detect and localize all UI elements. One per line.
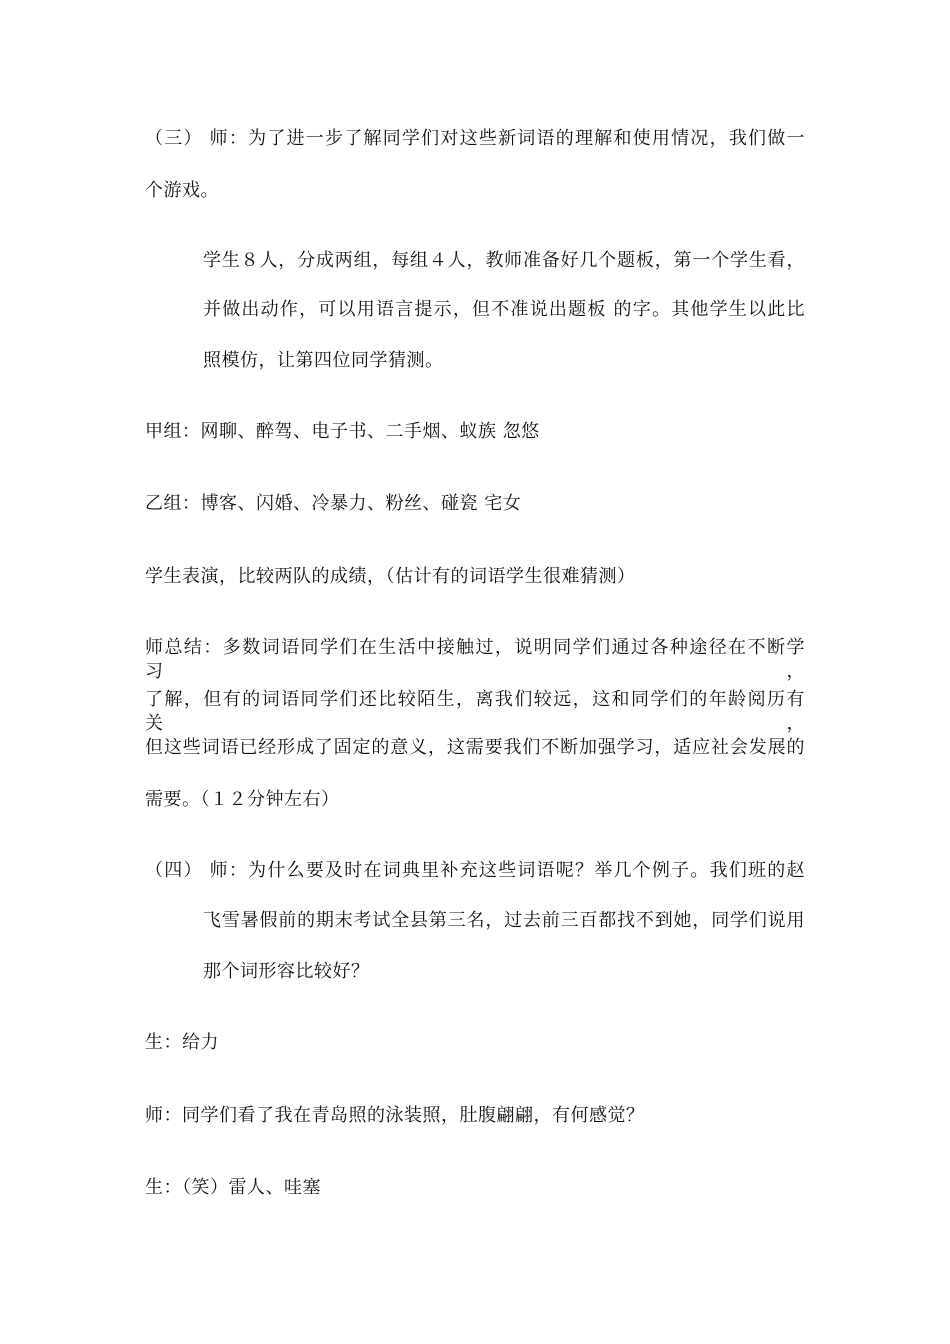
paragraph-line-2: 个游戏。 [145,180,219,201]
performance-line: 学生表演，比较两队的成绩，（估计有的词语学生很难猜测） [145,566,636,587]
group-a-line: 甲组：网聊、醉驾、电子书、二手烟、蚁族 忽悠 [145,421,540,442]
summary-line-4: 需要。（１２分钟左右） [145,789,340,810]
student-answer-2: 生：（笑）雷人、哇塞 [145,1177,321,1198]
summary-line-3: 但这些词语已经形成了固定的意义，这需要我们不断加强学习，适应社会发展的 [145,737,805,758]
summary-line-1: 师总结：多数词语同学们在生活中接触过，说明同学们通过各种途径在不断学习， [145,637,805,682]
paragraph-line-5: 照模仿，让第四位同学猜测。 [203,350,444,371]
paragraph-line-4: 并做出动作，可以用语言提示，但不准说出题板 的字。其他学生以此比 [203,299,805,320]
summary-line-2: 了解，但有的词语同学们还比较陌生，离我们较远，这和同学们的年龄阅历有关， [145,689,805,734]
section-four-line-2: 飞雪暑假前的期末考试全县第三名，过去前三百都找不到她，同学们说用 [203,910,805,931]
section-four-line-1: （四） 师：为什么要及时在词典里补充这些词语呢？举几个例子。我们班的赵 [145,860,805,881]
paragraph-line-3: 学生８人，分成两组，每组４人，教师准备好几个题板，第一个学生看， [203,250,805,271]
group-b-line: 乙组：博客、闪婚、冷暴力、粉丝、碰瓷 宅女 [145,493,522,514]
teacher-question-2: 师：同学们看了我在青岛照的泳装照，肚腹翩翩，有何感觉？ [145,1105,645,1126]
section-four-line-3: 那个词形容比较好？ [203,961,370,982]
student-answer-1: 生：给力 [145,1032,219,1053]
paragraph-line-1: （三） 师：为了进一步了解同学们对这些新词语的理解和使用情况，我们做一 [145,128,805,149]
